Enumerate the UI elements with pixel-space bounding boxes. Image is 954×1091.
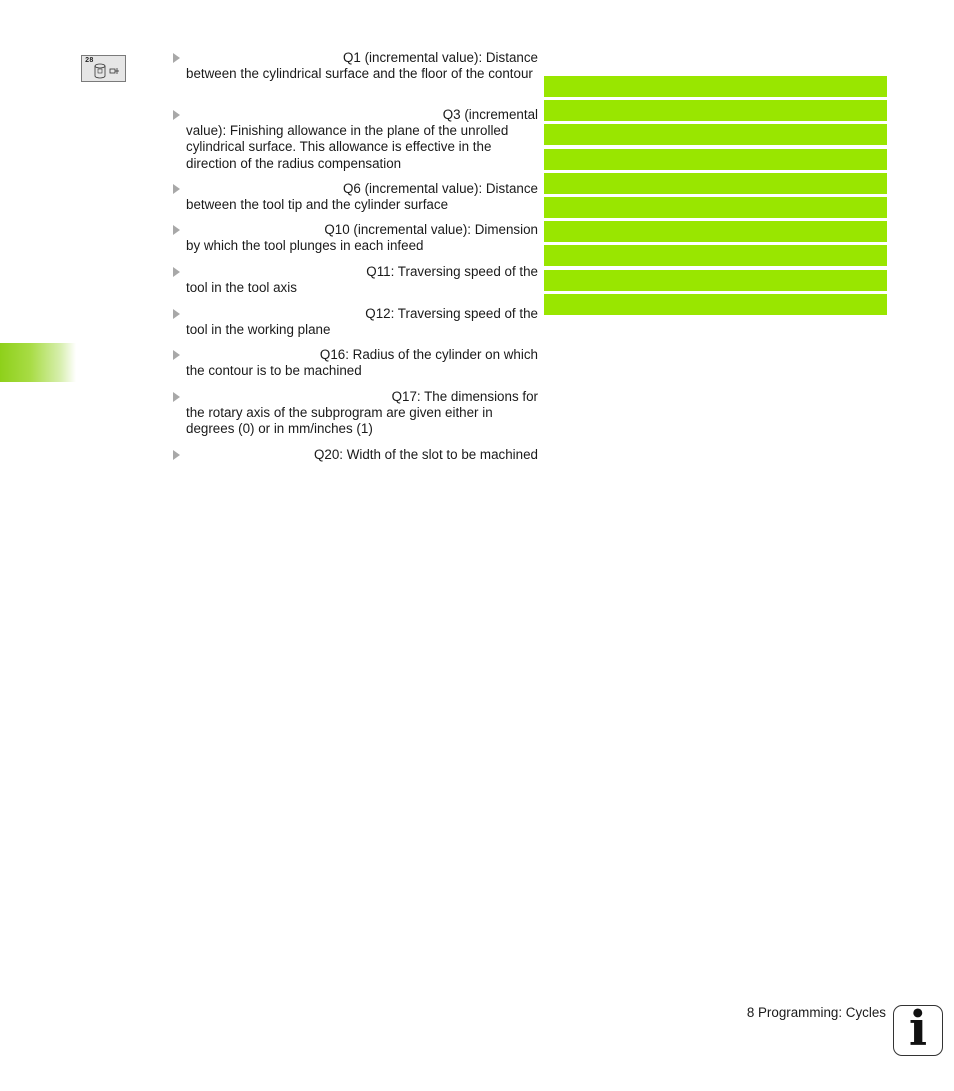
bullet-arrow-icon: [173, 350, 180, 360]
footer-chapter-title: 8 Programming: Cycles: [746, 1005, 886, 1020]
parameter-first-line: Q12: Traversing speed of the: [365, 306, 538, 321]
parameter-item: [172, 389, 538, 438]
cycle-number: 28: [85, 57, 94, 65]
parameter-item: [172, 306, 538, 338]
green-input-row: [544, 294, 887, 315]
bullet-arrow-icon: [173, 225, 180, 235]
parameter-first-line: Q10 (incremental value): Dimension: [324, 222, 538, 237]
parameter-item: [172, 107, 538, 172]
bullet-arrow-icon: [173, 53, 180, 63]
parameter-first-line: Q11: Traversing speed of the: [366, 264, 538, 279]
bullet-arrow-icon: [173, 110, 180, 120]
info-icon: [893, 1001, 943, 1057]
cycle-28-icon: [81, 55, 126, 82]
parameter-description: the contour is to be machined: [186, 363, 362, 379]
parameter-item: [172, 50, 538, 82]
parameter-item: [172, 222, 538, 254]
parameter-description: by which the tool plunges in each infeed: [186, 238, 424, 254]
green-input-row: [544, 173, 887, 194]
green-input-row: [544, 245, 887, 266]
green-input-row: [544, 221, 887, 242]
bullet-arrow-icon: [173, 267, 180, 277]
parameter-first-line: Q16: Radius of the cylinder on which: [319, 347, 538, 362]
info-glyph: i: [908, 1001, 928, 1057]
parameter-first-line: Q3 (incremental: [442, 107, 538, 122]
parameter-description: tool in the tool axis: [186, 280, 297, 296]
input-field-column: [544, 76, 887, 318]
green-input-row: [544, 149, 887, 170]
parameter-item: [172, 264, 538, 296]
green-input-row: [544, 270, 887, 291]
parameter-description: tool in the working plane: [186, 322, 331, 338]
green-input-row: [544, 100, 887, 121]
green-input-row: [544, 197, 887, 218]
cylinder-icon: [92, 62, 122, 80]
parameter-description: between the cylindrical surface and the floor of the contour: [186, 66, 533, 82]
bullet-arrow-icon: [173, 309, 180, 319]
bullet-arrow-icon: [173, 392, 180, 402]
chapter-side-tab: [0, 343, 76, 382]
parameter-first-line: Q17: The dimensions for: [391, 389, 538, 404]
parameter-description: between the tool tip and the cylinder surface: [186, 197, 449, 213]
parameter-description: the rotary axis of the subprogram are given either in degrees (0) or in mm/inches (1): [186, 405, 493, 437]
parameter-first-line: Q20: Width of the slot to be machined: [313, 447, 538, 462]
parameter-item: [172, 347, 538, 379]
green-input-row: [544, 76, 887, 97]
parameter-description: value): Finishing allowance in the plane of the unrolled cylindrical surface. This allowance is effective in the direction of the radius compensation: [186, 123, 509, 171]
bullet-arrow-icon: [173, 184, 180, 194]
parameter-item: [172, 447, 538, 463]
parameter-item: [172, 181, 538, 213]
bullet-arrow-icon: [173, 450, 180, 460]
green-input-row: [544, 124, 887, 145]
parameter-first-line: Q6 (incremental value): Distance: [343, 181, 538, 196]
parameter-first-line: Q1 (incremental value): Distance: [343, 50, 538, 65]
